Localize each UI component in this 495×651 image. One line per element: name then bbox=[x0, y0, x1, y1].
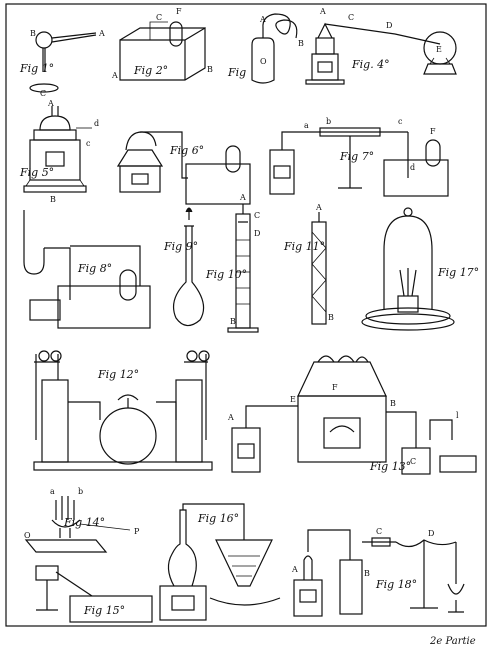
figure-16 bbox=[160, 504, 280, 620]
figure-1 bbox=[19, 29, 105, 98]
fig18-letter-b: B bbox=[364, 569, 370, 578]
figure-12 bbox=[34, 351, 212, 470]
fig14-caption: Fig 14° bbox=[64, 516, 106, 529]
fig13-letter-l: l bbox=[456, 411, 459, 420]
fig14-letter-o: O bbox=[24, 531, 31, 540]
fig2-letter-b: B bbox=[207, 65, 213, 74]
fig7-letter-f: F bbox=[430, 127, 436, 136]
fig18-letter-a: A bbox=[292, 565, 298, 574]
fig5-letter-a: A bbox=[48, 99, 54, 108]
figure-14 bbox=[24, 487, 140, 552]
fig7-letter-a: a bbox=[304, 121, 309, 130]
fig1-letter-c: C bbox=[40, 89, 47, 98]
figure-2 bbox=[111, 7, 213, 80]
fig5-letter-c: c bbox=[86, 139, 91, 148]
fig18-letter-d: D bbox=[428, 529, 435, 538]
fig1-letter-b: B bbox=[30, 29, 36, 38]
fig11-caption: Fig 11° bbox=[284, 240, 326, 253]
fig14-letter-p: P bbox=[134, 527, 140, 536]
fig1-letter-a: A bbox=[99, 29, 105, 38]
figure-17 bbox=[362, 208, 479, 330]
figure-6 bbox=[118, 132, 250, 204]
figure-10 bbox=[205, 193, 260, 332]
figure-13 bbox=[227, 356, 476, 474]
plate-footer: 2e Partie bbox=[430, 636, 476, 647]
fig2-letter-f: F bbox=[176, 7, 182, 16]
fig4-letter-a: A bbox=[320, 7, 326, 16]
figure-18 bbox=[291, 527, 464, 616]
figure-3 bbox=[227, 14, 304, 83]
fig13-caption: Fig 13° bbox=[370, 460, 412, 473]
fig7-caption: Fig 7° bbox=[340, 150, 375, 163]
plate-border bbox=[6, 4, 486, 626]
fig7-letter-d: d bbox=[410, 163, 416, 172]
fig13-letter-f: F bbox=[332, 383, 338, 392]
fig1-caption: Fig 1° bbox=[20, 62, 55, 75]
fig14-letter-b: b bbox=[78, 487, 84, 496]
fig5-caption: Fig 5° bbox=[20, 166, 55, 179]
fig13-letter-c: C bbox=[410, 457, 417, 466]
fig5-letter-b: B bbox=[50, 195, 56, 204]
fig2-letter-a: A bbox=[112, 71, 118, 80]
figure-4 bbox=[306, 7, 456, 84]
figure-11 bbox=[283, 203, 334, 324]
fig2-caption: Fig 2° bbox=[134, 64, 169, 77]
fig6-caption: Fig 6° bbox=[170, 144, 205, 157]
fig11-letter-a: A bbox=[316, 203, 322, 212]
fig10-caption: Fig 10° bbox=[206, 268, 248, 281]
fig17-caption: Fig 17° bbox=[438, 266, 480, 279]
figure-9 bbox=[163, 208, 204, 326]
fig3-letter-a: A bbox=[260, 15, 266, 24]
fig18-letter-c: C bbox=[376, 527, 383, 536]
fig4-caption: Fig. 4° bbox=[352, 58, 390, 71]
fig7-letter-c: c bbox=[398, 117, 403, 126]
fig10-letter-a: A bbox=[240, 193, 246, 202]
fig11-letter-b: B bbox=[328, 313, 334, 322]
fig13-letter-a: A bbox=[228, 413, 234, 422]
fig4-letter-c: C bbox=[348, 13, 355, 22]
fig18-caption: Fig 18° bbox=[376, 578, 418, 591]
figure-8 bbox=[24, 210, 150, 328]
figure-7 bbox=[270, 117, 448, 196]
fig13-letter-b: B bbox=[390, 399, 396, 408]
fig14-letter-a: a bbox=[50, 487, 55, 496]
fig12-caption: Fig 12° bbox=[98, 368, 140, 381]
fig2-letter-c: C bbox=[156, 13, 163, 22]
fig4-letter-d: D bbox=[386, 21, 393, 30]
fig3-letter-b: B bbox=[298, 39, 304, 48]
figure-5 bbox=[19, 99, 99, 204]
figure-15 bbox=[36, 566, 152, 622]
fig7-letter-b: b bbox=[326, 117, 332, 126]
fig3-caption: Fig bbox=[228, 66, 247, 79]
fig4-letter-e: E bbox=[436, 45, 442, 54]
fig10-letter-b: B bbox=[230, 317, 236, 326]
fig3-letter-o: O bbox=[260, 57, 267, 66]
fig8-caption: Fig 8° bbox=[78, 262, 113, 275]
fig10-letter-c: C bbox=[254, 211, 261, 220]
fig9-caption: Fig 9° bbox=[164, 240, 199, 253]
fig15-caption: Fig 15° bbox=[84, 604, 126, 617]
fig13-letter-e: E bbox=[290, 395, 296, 404]
fig10-letter-d: D bbox=[254, 229, 261, 238]
fig5-letter-d: d bbox=[94, 119, 100, 128]
fig16-caption: Fig 16° bbox=[198, 512, 240, 525]
